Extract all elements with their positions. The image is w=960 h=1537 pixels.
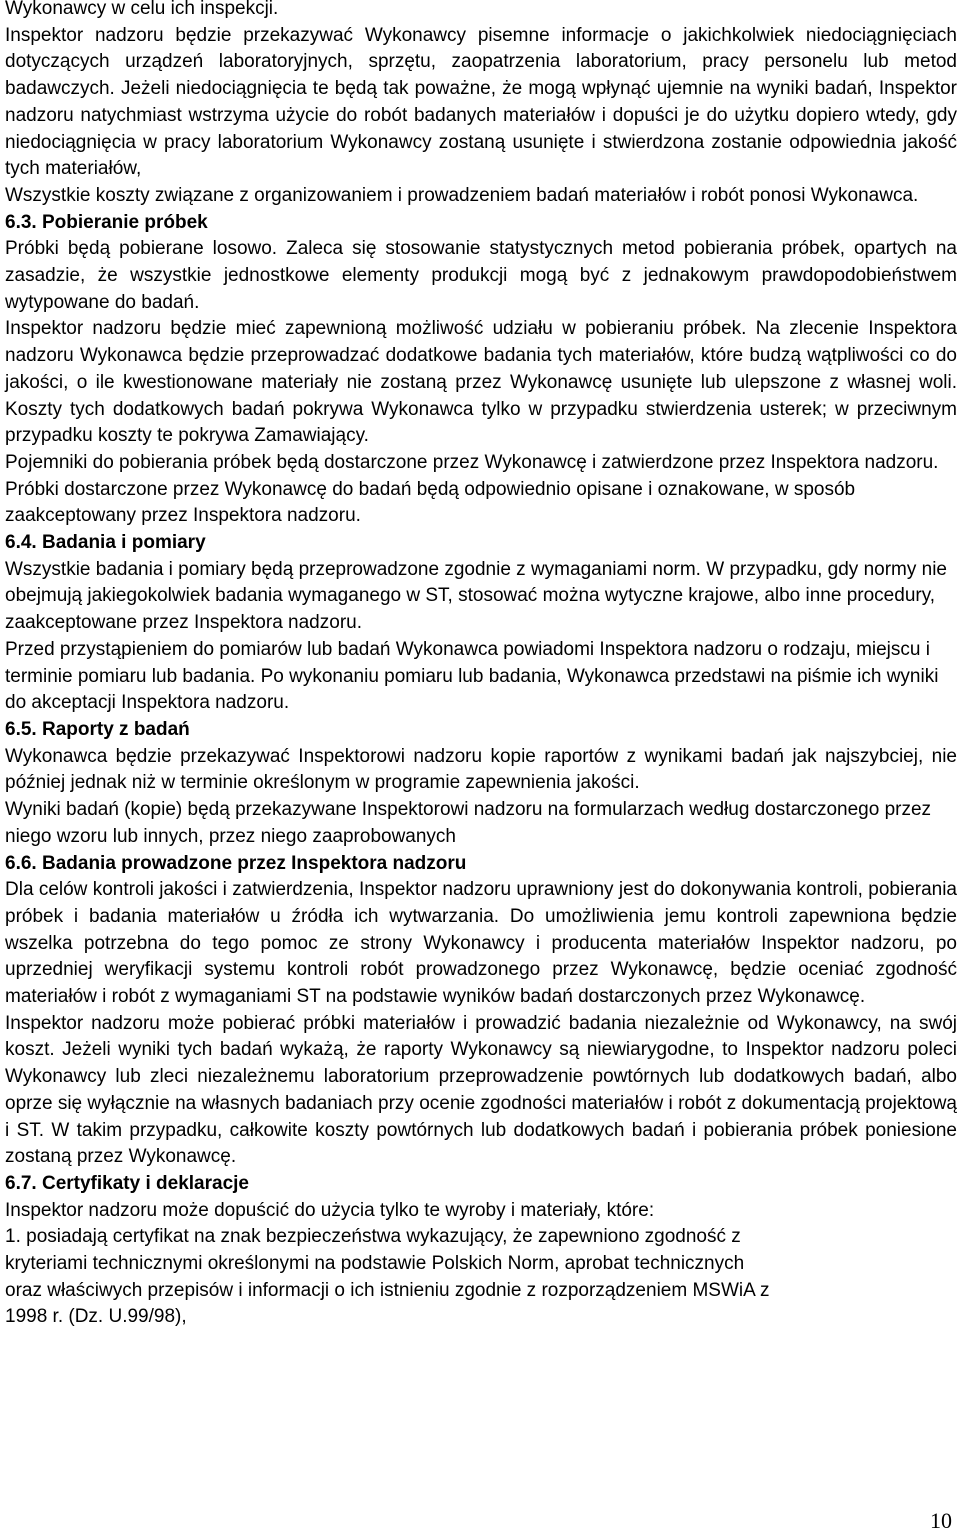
- heading-number: 6.4.: [5, 532, 37, 554]
- paragraph-sampling-containers: Pojemniki do pobierania próbek będą dostarczone przez Wykonawcę i zatwierdzone przez Inspektora nadzoru. Próbki dostarczone przez Wykonawcę do badań będą odpowiednio opisane i oznakowane, w sposób zaakceptowany przez Inspektora nadzoru.: [5, 451, 939, 527]
- paragraph-certificates-intro: Inspektor nadzoru może dopuścić do użycia tylko te wyroby i materiały, które:: [5, 1199, 655, 1221]
- paragraph-lab-deficiencies: Inspektor nadzoru będzie przekazywać Wykonawcy pisemne informacje o jakichkolwiek niedociągnięciach dotyczących urządzeń laboratoryjnych, sprzętu, zaopatrzenia laboratorium, pracy personelu lub metod badawczych. Jeżeli niedociągnięcia te będą tak poważne, że mogą wpłynąć ujemnie na wyniki badań, Inspektor nadzoru natychmiast wstrzyma użycie do robót badanych materiałów i dopuści je do użytku dopiero wtedy, gdy niedociągnięcia w pracy laboratorium Wykonawcy zostaną usunięte i stwierdzona zostanie odpowiednia jakość tych materiałów,: [5, 24, 957, 180]
- heading-title: Badania i pomiary: [41, 532, 206, 554]
- paragraph-inspector-own-tests: Inspektor nadzoru może pobierać próbki materiałów i prowadzić badania niezależnie od Wykonawcy, na swój koszt. Jeżeli wyniki tych badań wykażą, że raporty Wykonawcy są niewiarygodne, to Inspektor nadzoru poleci Wykonawcy lub zleci niezależnemu laboratorium przeprowadzenie powtórnych lub dodatkowych badań, albo oprze się wyłącznie na własnych badaniach przy ocenie zgodności materiałów i robót z dokumentacją projektową i ST. W takim przypadku, całkowite koszty powtórnych lub dodatkowych badań i pobierania próbek poniesione zostaną przez Wykonawcę.: [5, 1012, 957, 1168]
- list-item-line: kryteriami technicznymi określonymi na podstawie Polskich Norm, aprobat technicznych: [5, 1253, 745, 1275]
- heading-title: Raporty z badań: [41, 718, 190, 740]
- page-number: 10: [930, 1508, 952, 1533]
- heading-number: 6.7.: [5, 1172, 37, 1194]
- paragraph-tests-notify: Przed przystąpieniem do pomiarów lub badań Wykonawca powiadomi Inspektora nadzoru o rodzaju, miejscu i terminie pomiaru lub badania. Po wykonaniu pomiaru lub badania, Wykonawca przedstawi na piśmie ich wyniki do akceptacji Inspektora nadzoru.: [5, 638, 939, 714]
- paragraph-reports-copies: Wykonawca będzie przekazywać Inspektorowi nadzoru kopie raportów z wynikami badań jak najszybciej, nie później jednak niż w terminie określonym w programie zapewnienia jakości.: [5, 745, 957, 794]
- list-item-line: 1. posiadają certyfikat na znak bezpieczeństwa wykazujący, że zapewniono zgodność z: [5, 1226, 741, 1248]
- heading-6-4: [5, 530, 957, 557]
- paragraph-inspector-control: Dla celów kontroli jakości i zatwierdzenia, Inspektor nadzoru uprawniony jest do dokonywania kontroli, pobierania próbek i badania materiałów u źródła ich wytwarzania. Do umożliwienia jemu kontroli zapewniona będzie wszelka potrzebna do tego pomoc ze strony Wykonawcy i producenta materiałów Inspektor nadzoru, po uprzedniej weryfikacji systemu kontroli robót prowadzonego przez Wykonawcę, będzie oceniać zgodność materiałów i robót z wymaganiami ST na podstawie wyników badań dostarczonych przez Wykonawcę.: [5, 879, 957, 1008]
- heading-title: Badania prowadzone przez Inspektora nadzoru: [41, 852, 467, 874]
- paragraph-continuation: Wykonawcy w celu ich inspekcji.: [5, 0, 279, 19]
- heading-6-3: [5, 210, 957, 237]
- paragraph-tests-norms: Wszystkie badania i pomiary będą przeprowadzone zgodnie z wymaganiami norm. W przypadku, gdy normy nie obejmują jakiegokolwiek badania wymaganego w ST, stosować można wytyczne krajowe, albo inne procedury, zaakceptowane przez Inspektora nadzoru.: [5, 558, 947, 634]
- heading-number: 6.5.: [5, 718, 37, 740]
- paragraph-reports-forms: Wyniki badań (kopie) będą przekazywane Inspektorowi nadzoru na formularzach według dostarczonego przez niego wzoru lub innych, przez niego zaaprobowanych: [5, 799, 932, 847]
- heading-title: Pobieranie próbek: [41, 211, 208, 233]
- heading-number: 6.3.: [5, 211, 37, 233]
- document-page: [5, 0, 957, 1331]
- list-item-line: 1998 r. (Dz. U.99/98),: [5, 1306, 187, 1328]
- paragraph-sampling-random: Próbki będą pobierane losowo. Zaleca się stosowanie statystycznych metod pobierania próbek, opartych na zasadzie, że wszystkie jednostkowe elementy produkcji mogą być z jednakowym prawdopodobieństwem wytypowane do badań.: [5, 238, 957, 313]
- paragraph-lab-costs: Wszystkie koszty związane z organizowaniem i prowadzeniem badań materiałów i robót ponosi Wykonawca.: [5, 184, 919, 206]
- heading-6-7: [5, 1171, 957, 1198]
- heading-number: 6.6.: [5, 852, 37, 874]
- list-item-certificate-1: [5, 1224, 957, 1331]
- list-item-line: oraz właściwych przepisów i informacji o ich istnieniu zgodnie z rozporządzeniem MSWiA z: [5, 1279, 770, 1301]
- heading-title: Certyfikaty i deklaracje: [41, 1172, 249, 1194]
- heading-6-6: [5, 851, 957, 878]
- paragraph-sampling-inspector: Inspektor nadzoru będzie mieć zapewnioną możliwość udziału w pobieraniu próbek. Na zlecenie Inspektora nadzoru Wykonawca będzie przeprowadzać dodatkowe badania tych materiałów, które budzą wątpliwości co do jakości, o ile kwestionowane materiały nie zostaną przez Wykonawcę usunięte lub ulepszone z własnej woli. Koszty tych dodatkowych badań pokrywa Wykonawca tylko w przypadku stwierdzenia usterek; w przeciwnym przypadku koszty te pokrywa Zamawiający.: [5, 318, 957, 447]
- heading-6-5: [5, 717, 957, 744]
